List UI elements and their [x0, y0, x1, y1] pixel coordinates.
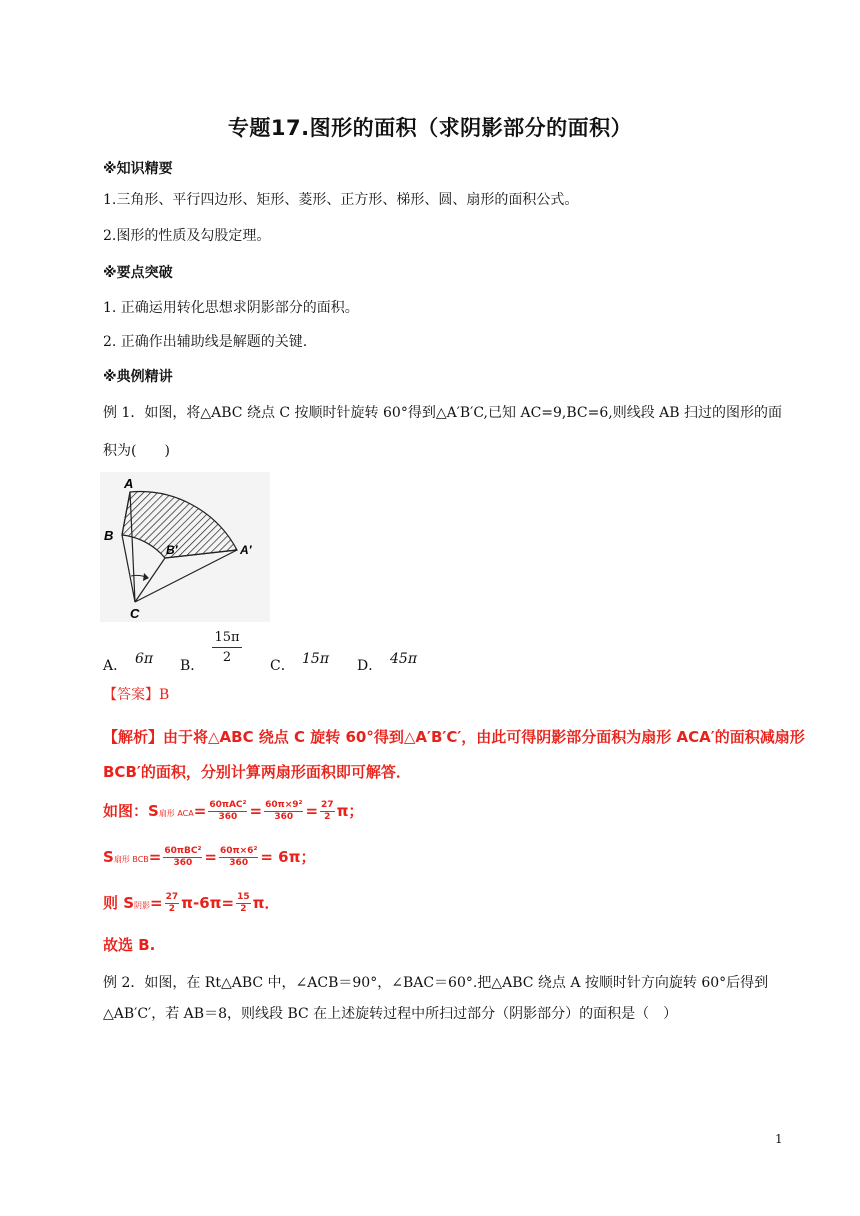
formula1-num-3: 27 [321, 800, 334, 810]
formula3-fraction-1 [165, 892, 180, 915]
formula3-fraction-2 [236, 892, 251, 915]
formula2-num-1: 60πBC² [164, 846, 202, 856]
formula1-fraction-1 [208, 800, 247, 823]
knowledge-heading: ※知识精要 [103, 161, 173, 177]
formula3-end: π． [252, 894, 280, 912]
analysis-line-1: 【解析】由于将△ABC 绕点 C 旋转 60°得到△A′B′C′，由此可得阴影部分面积为扇形 ACA′的面积减扇形 [103, 728, 805, 746]
option-c-value: 15π [302, 651, 330, 667]
formula1-end: π； [336, 802, 364, 820]
label-A-prime: A′ [240, 543, 252, 557]
option-a-value: 6π [135, 651, 154, 667]
formula2-num-2: 60π×6² [220, 846, 258, 856]
page-number: 1 [775, 1132, 783, 1146]
label-A: A [124, 476, 134, 491]
example1-figure [100, 472, 270, 622]
formula1-num-1: 60πAC² [209, 800, 247, 810]
example1-answer: 【答案】B [103, 687, 170, 703]
formula3-subscript: 阴影 [134, 901, 151, 910]
key-points-heading: ※要点突破 [103, 265, 173, 281]
formula1-num-2: 60π×9² [265, 800, 303, 810]
formula2-den-2: 360 [229, 858, 249, 868]
option-d-label: D． [357, 658, 383, 674]
formula2-fraction-2 [219, 846, 258, 869]
formula2-den-1: 360 [173, 858, 193, 868]
examples-heading: ※典例精讲 [103, 369, 173, 385]
formula1-prefix: 如图：S [103, 802, 159, 820]
label-B: B [104, 528, 114, 543]
formula1-den-2: 360 [274, 812, 294, 822]
formula1-den-3: 2 [324, 812, 331, 822]
example1-question-line1: 例 1．如图，将△ABC 绕点 C 按顺时针旋转 60°得到△A′B′C,已知 AC=9,BC=6,则线段 AB 扫过的图形的面 [103, 405, 783, 421]
formula3-num-1: 27 [165, 892, 179, 902]
option-b-numerator: 15π [212, 630, 242, 648]
option-d-value: 45π [390, 651, 418, 667]
option-b-fraction [212, 630, 242, 665]
option-b-label: B． [180, 658, 205, 674]
formula2-prefix: S [103, 848, 114, 866]
formula1-equals: = [193, 802, 207, 820]
option-a-label: A． [103, 658, 128, 674]
analysis-conclusion: 故选 B. [103, 936, 156, 954]
knowledge-item-1: 1.三角形、平行四边形、矩形、菱形、正方形、梯形、圆、扇形的面积公式。 [103, 192, 579, 208]
formula3-den-2: 2 [240, 904, 247, 914]
example2-question-line1: 例 2．如图，在 Rt△ABC 中，∠ACB＝90°，∠BAC＝60°.把△ABC 绕点 A 按顺时针方向旋转 60°后得到 [103, 975, 769, 991]
formula2-end: = 6π； [260, 848, 316, 866]
key-point-1: 1. 正确运用转化思想求阴影部分的面积。 [103, 300, 359, 316]
formula1-den-1: 360 [218, 812, 238, 822]
formula3-num-2: 15 [237, 892, 250, 902]
formula1-subscript: 扇形 ACA [158, 809, 194, 818]
key-point-2: 2. 正确作出辅助线是解题的关键. [103, 334, 308, 350]
formula1-fraction-2 [264, 800, 303, 823]
formula-shaded-area: 则 S阴影= $\frac{27}{2}$ π-6π= $\frac{15}{2}$ π． [103, 892, 280, 914]
label-B-prime: B′ [166, 543, 178, 557]
knowledge-item-2: 2.图形的性质及勾股定理。 [103, 228, 271, 244]
option-c-label: C． [270, 658, 295, 674]
example1-question-line2: 积为( ) [103, 443, 170, 459]
formula2-subscript: 扇形 BCB [113, 855, 149, 864]
analysis-line-2: BCB′的面积，分别计算两扇形面积即可解答． [103, 763, 411, 781]
formula2-fraction-1 [163, 846, 202, 869]
option-b-denominator: 2 [222, 650, 232, 665]
page-title: 专题17.图形的面积（求阴影部分的面积） [227, 116, 633, 140]
formula3-mid: π-6π= [181, 894, 235, 912]
formula-sector-BCB: S扇形 BCB= 60πBC² 360 = $\frac{\text{60π×6²}}{360}$ = 6π； [103, 846, 316, 868]
formula3-prefix: 则 S [103, 894, 135, 912]
formula1-fraction-3 [320, 800, 335, 823]
label-C: C [130, 606, 140, 621]
formula-sector-ACA: 如图：S扇形 ACA= 60πAC² 360 = $\frac{\text{60π×9²}}{360}$ = $\frac{27}{2}$ π； [103, 800, 364, 822]
example2-question-line2: △AB′C′，若 AB＝8，则线段 BC 在上述旋转过程中所扫过部分（阴影部分）的面积是（ ） [103, 1006, 678, 1022]
formula3-den-1: 2 [168, 904, 175, 914]
